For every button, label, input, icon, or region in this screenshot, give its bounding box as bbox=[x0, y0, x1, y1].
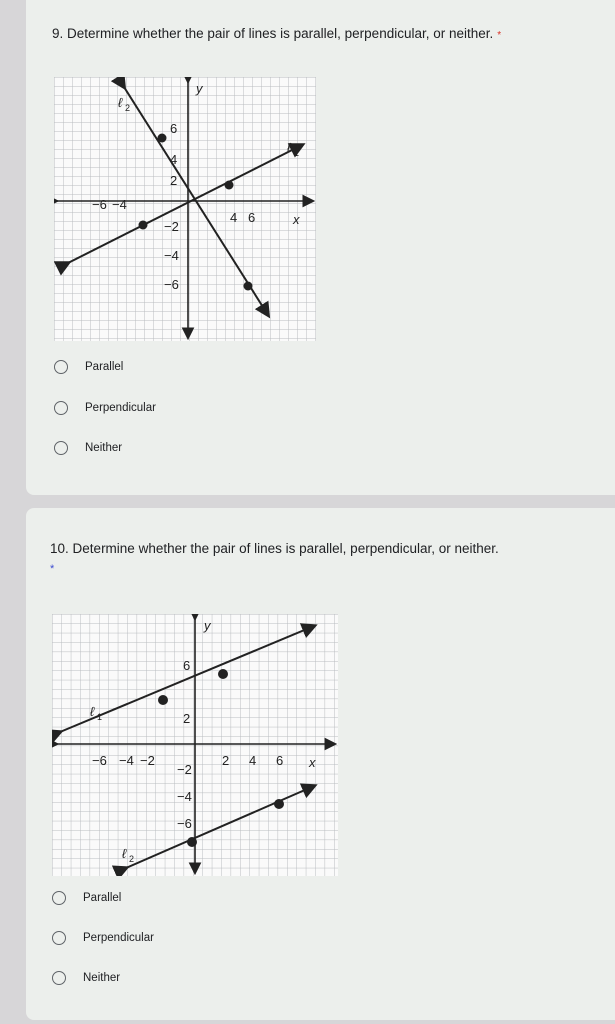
svg-text:y: y bbox=[204, 618, 211, 633]
option-perpendicular[interactable] bbox=[52, 931, 154, 945]
option-neither[interactable] bbox=[54, 441, 122, 455]
option-label: Neither bbox=[85, 442, 123, 454]
x-tick: −6 bbox=[92, 197, 107, 212]
required-asterisk: * bbox=[50, 563, 55, 575]
svg-text:y: y bbox=[196, 81, 203, 96]
svg-text:4: 4 bbox=[249, 753, 257, 768]
svg-text:−4: −4 bbox=[112, 197, 127, 212]
svg-text:−4: −4 bbox=[164, 248, 179, 263]
svg-text:−2: −2 bbox=[177, 762, 192, 777]
svg-text:6: 6 bbox=[276, 753, 284, 768]
radio-button[interactable] bbox=[54, 360, 68, 374]
svg-text:ℓ: ℓ bbox=[90, 704, 95, 719]
svg-text:ℓ: ℓ bbox=[122, 846, 127, 861]
svg-text:ℓ: ℓ bbox=[118, 95, 123, 110]
svg-text:2: 2 bbox=[170, 173, 178, 188]
svg-text:2: 2 bbox=[183, 711, 191, 726]
option-neither[interactable] bbox=[52, 971, 120, 985]
svg-text:ℓ: ℓ bbox=[287, 140, 292, 155]
question-text: Determine whether the pair of lines is parallel, perpendicular, or neither. bbox=[67, 26, 494, 41]
option-label: Neither bbox=[83, 972, 121, 984]
svg-text:1: 1 bbox=[97, 712, 103, 722]
svg-text:−6: −6 bbox=[164, 277, 179, 292]
svg-text:−2: −2 bbox=[164, 219, 179, 234]
question-number: 10. bbox=[50, 541, 69, 556]
question-title bbox=[50, 541, 499, 556]
option-label: Perpendicular bbox=[85, 402, 156, 414]
coordinate-graph bbox=[52, 614, 338, 876]
option-label: Perpendicular bbox=[83, 932, 154, 944]
svg-text:6: 6 bbox=[170, 121, 178, 136]
svg-text:−4: −4 bbox=[119, 753, 134, 768]
question-card-9 bbox=[26, 0, 615, 495]
graph-svg bbox=[52, 614, 338, 876]
graph-svg bbox=[54, 77, 316, 341]
svg-text:1: 1 bbox=[294, 148, 300, 158]
svg-text:6: 6 bbox=[248, 210, 256, 225]
radio-button[interactable] bbox=[54, 441, 68, 455]
svg-text:−2: −2 bbox=[140, 753, 155, 768]
option-label: Parallel bbox=[85, 361, 124, 373]
svg-text:x: x bbox=[309, 755, 316, 770]
option-parallel[interactable] bbox=[52, 891, 121, 905]
radio-button[interactable] bbox=[52, 891, 66, 905]
question-text: Determine whether the pair of lines is parallel, perpendicular, or neither. bbox=[72, 541, 499, 556]
radio-button[interactable] bbox=[54, 401, 68, 415]
question-number: 9. bbox=[52, 26, 64, 41]
svg-text:4: 4 bbox=[170, 152, 178, 167]
svg-text:x: x bbox=[293, 212, 300, 227]
svg-text:2: 2 bbox=[125, 103, 131, 113]
svg-text:2: 2 bbox=[222, 753, 230, 768]
coordinate-graph bbox=[54, 77, 316, 341]
svg-text:6: 6 bbox=[183, 658, 191, 673]
required-asterisk: * bbox=[497, 30, 502, 41]
radio-button[interactable] bbox=[52, 931, 66, 945]
svg-text:−4: −4 bbox=[177, 789, 192, 804]
svg-text:−6: −6 bbox=[177, 816, 192, 831]
question-card-10 bbox=[26, 508, 615, 1020]
radio-button[interactable] bbox=[52, 971, 66, 985]
option-parallel[interactable] bbox=[54, 360, 123, 374]
svg-text:2: 2 bbox=[129, 854, 135, 864]
option-perpendicular[interactable] bbox=[54, 401, 156, 415]
question-title bbox=[52, 26, 501, 41]
svg-text:−6: −6 bbox=[92, 753, 107, 768]
svg-text:4: 4 bbox=[230, 210, 238, 225]
option-label: Parallel bbox=[83, 892, 122, 904]
